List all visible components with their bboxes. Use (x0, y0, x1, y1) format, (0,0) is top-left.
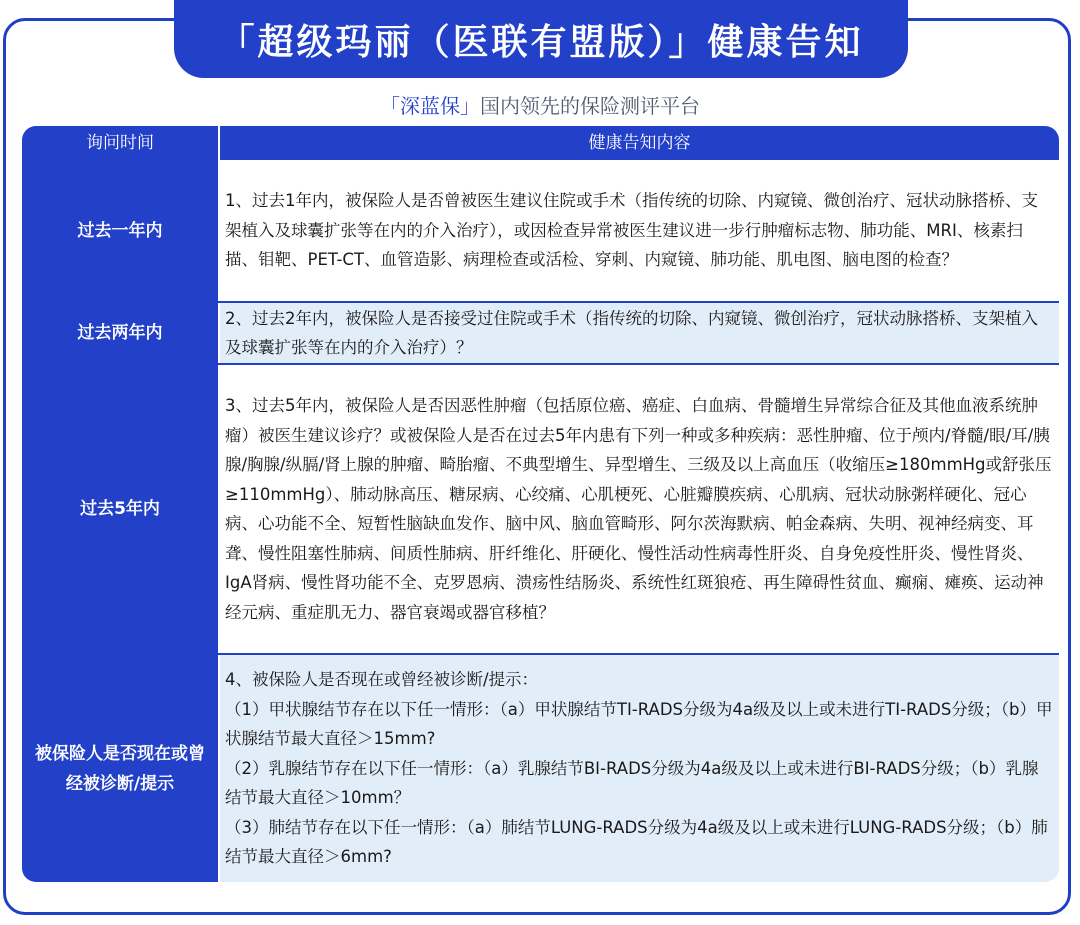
table-row (22, 303, 1059, 363)
table-row (22, 365, 1059, 653)
question-breast: （2）乳腺结节存在以下任一情形：（a）乳腺结节BI-RADS分级为4a级及以上或未进行BI-RADS分级；（b）乳腺结节最大直径＞10mm？ (225, 758, 1039, 808)
row-text: 3、过去5年内，被保险人是否因恶性肿瘤（包括原位癌、癌症、白血病、骨髓增生异常综合征及其他血液系统肿瘤）被医生建议诊疗？或被保险人是否在过去5年内患有下列一种或多种疾病：恶性肿瘤、位于颅内/脊髓/眼/耳/胰腺/胸腺/纵膈/肾上腺的肿瘤、畸胎瘤、不典型增生、异型增生、三级及以上高血压（收缩压≥180mmHg或舒张压≥110mmHg）、肺动脉高压、糖尿病、心绞痛、心肌梗死、心脏瓣膜疾病、心肌病、冠状动脉粥样硬化、冠心病、心功能不全、短暂性脑缺血发作、脑中风、脑血管畸形、阿尔茨海默病、帕金森病、失明、视神经病变、耳聋、慢性阻塞性肺病、间质性肺病、肝纤维化、肝硬化、慢性活动性病毒性肝炎、自身免疫性肝炎、慢性肾炎、IgA肾病、慢性肾功能不全、克罗恩病、溃疡性结肠炎、系统性红斑狼疮、再生障碍性贫血、癫痫、瘫痪、运动神经元病、重症肌无力、器官衰竭或器官移植？ (225, 396, 1052, 622)
row-label: 过去一年内 (22, 160, 218, 301)
header-content: 健康告知内容 (588, 133, 691, 153)
row-text (220, 655, 1059, 882)
page-title: 「超级玛丽（医联有盟版）」健康告知 (218, 21, 864, 63)
row-text: 1、过去1年内，被保险人是否曾被医生建议住院或手术（指传统的切除、内窥镜、微创治疗、冠状动脉搭桥、支架植入及球囊扩张等在内的介入治疗），或因检查异常被医生建议进一步行肿瘤标志物、肺功能、MRI、核素扫描、钼靶、PET-CT、血管造影、病理检查或活检、穿刺、内窥镜、肺功能、肌电图、脑电图的检查？ (225, 191, 1038, 270)
subtitle (0, 90, 1080, 119)
subtitle-text: 国内领先的保险测评平台 (480, 94, 700, 118)
health-notice-table (22, 126, 1059, 882)
row-label: 过去5年内 (22, 365, 218, 653)
row-text: 2、过去2年内，被保险人是否接受过住院或手术（指传统的切除、内窥镜、微创治疗，冠状动脉搭桥、支架植入及球囊扩张等在内的介入治疗）？ (225, 308, 1038, 357)
table-row (22, 655, 1059, 882)
question-thyroid: （1）甲状腺结节存在以下任一情形：（a）甲状腺结节TI-RADS分级为4a级及以上或未进行TI-RADS分级；（b）甲状腺结节最大直径＞15mm? (225, 699, 1053, 749)
subtitle-brand: 「深蓝保」 (380, 94, 480, 118)
header-time: 询问时间 (86, 133, 154, 153)
table-header (22, 126, 1059, 160)
row-label: 过去两年内 (22, 303, 218, 363)
row-label: 被保险人是否现在或曾经被诊断/提示 (22, 655, 218, 882)
table-row (22, 160, 1059, 301)
question-lung: （3）肺结节存在以下任一情形：（a）肺结节LUNG-RADS分级为4a级及以上或未进行LUNG-RADS分级；（b）肺结节最大直径＞6mm? (225, 817, 1048, 867)
title-banner (174, 0, 908, 78)
question-intro: 4、被保险人是否现在或曾经被诊断/提示： (225, 670, 539, 690)
